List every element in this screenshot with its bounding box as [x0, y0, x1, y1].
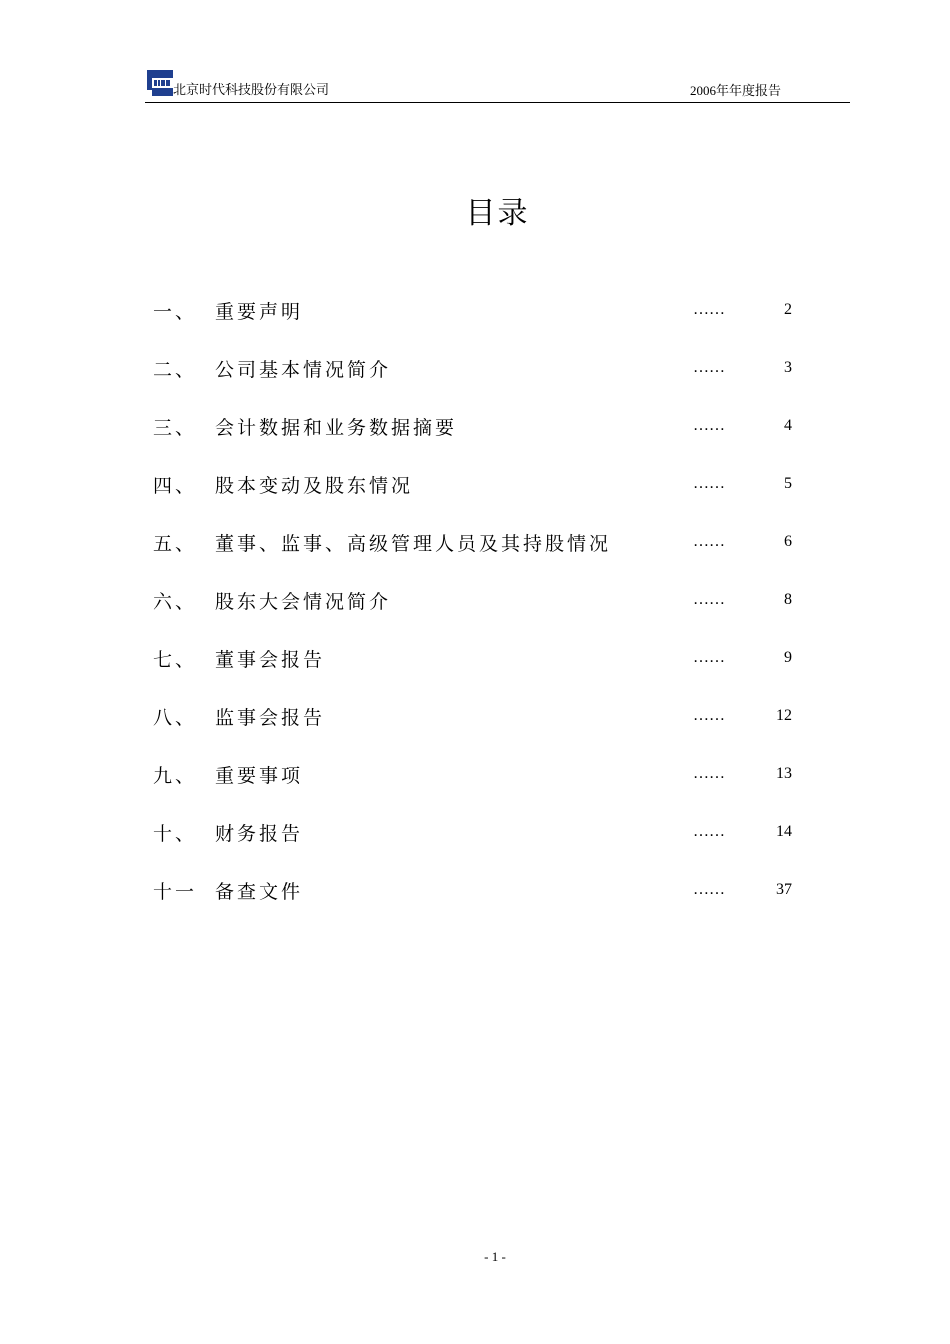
toc-number: 四、: [153, 475, 198, 497]
toc-leader-dots: ……: [693, 475, 725, 492]
toc-page-number: 2: [784, 301, 792, 318]
toc-row[interactable]: [0, 584, 950, 618]
toc-page-number: 37: [776, 881, 792, 898]
page-footer-number: - 1 -: [484, 1249, 506, 1264]
toc-row[interactable]: [0, 758, 950, 792]
toc-number: 一、: [153, 301, 198, 323]
toc-label: 会计数据和业务数据摘要: [215, 417, 458, 439]
toc-leader-dots: ……: [693, 823, 725, 840]
toc-label: 重要声明: [215, 301, 304, 323]
page-header: [145, 70, 850, 103]
toc-number: 十、: [153, 823, 198, 845]
toc-leader-dots: ……: [693, 301, 725, 318]
toc-row[interactable]: [0, 526, 950, 560]
toc-label: 财务报告: [215, 823, 304, 845]
toc-page-number: 13: [776, 765, 792, 782]
toc-leader-dots: ……: [693, 591, 725, 608]
toc-label: 董事会报告: [215, 649, 326, 671]
toc-number: 七、: [153, 649, 198, 671]
toc-row[interactable]: [0, 410, 950, 444]
toc-row[interactable]: [0, 816, 950, 850]
toc-row[interactable]: [0, 700, 950, 734]
toc-label: 备查文件: [215, 881, 304, 903]
toc-number: 八、: [153, 707, 198, 729]
toc-label: 监事会报告: [215, 707, 326, 729]
toc-number: 九、: [153, 765, 198, 787]
toc-label: 重要事项: [215, 765, 304, 787]
toc-leader-dots: ……: [693, 707, 725, 724]
toc-label: 公司基本情况简介: [215, 359, 392, 381]
toc-leader-dots: ……: [693, 417, 725, 434]
toc-page-number: 9: [784, 649, 792, 666]
toc-number: 三、: [153, 417, 198, 439]
toc-page-number: 5: [784, 475, 792, 492]
toc-leader-dots: ……: [693, 359, 725, 376]
toc-row[interactable]: [0, 352, 950, 386]
toc-page-number: 12: [776, 707, 792, 724]
toc-number: 十一: [153, 881, 198, 903]
report-name: 2006年年度报告: [690, 83, 782, 98]
toc-label: 股本变动及股东情况: [215, 475, 414, 497]
toc-row[interactable]: [0, 468, 950, 502]
toc-row[interactable]: [0, 642, 950, 676]
toc-page-number: 6: [784, 533, 792, 550]
toc-leader-dots: ……: [693, 533, 725, 550]
toc-page-number: 4: [784, 417, 792, 434]
toc-number: 六、: [153, 591, 198, 613]
toc-number: 五、: [153, 533, 198, 555]
toc-label: 董事、监事、高级管理人员及其持股情况: [215, 533, 612, 555]
toc-row[interactable]: [0, 874, 950, 908]
toc-number: 二、: [153, 359, 198, 381]
toc-page-number: 3: [784, 359, 792, 376]
time-logo-icon: [147, 70, 173, 96]
toc-leader-dots: ……: [693, 649, 725, 666]
toc-leader-dots: ……: [693, 881, 725, 898]
toc-row[interactable]: [0, 294, 950, 328]
toc-page-number: 8: [784, 591, 792, 608]
page-title: 目录: [465, 196, 530, 231]
toc-page-number: 14: [776, 823, 792, 840]
toc-label: 股东大会情况简介: [215, 591, 392, 613]
toc-leader-dots: ……: [693, 765, 725, 782]
company-name: 北京时代科技股份有限公司: [173, 83, 330, 98]
